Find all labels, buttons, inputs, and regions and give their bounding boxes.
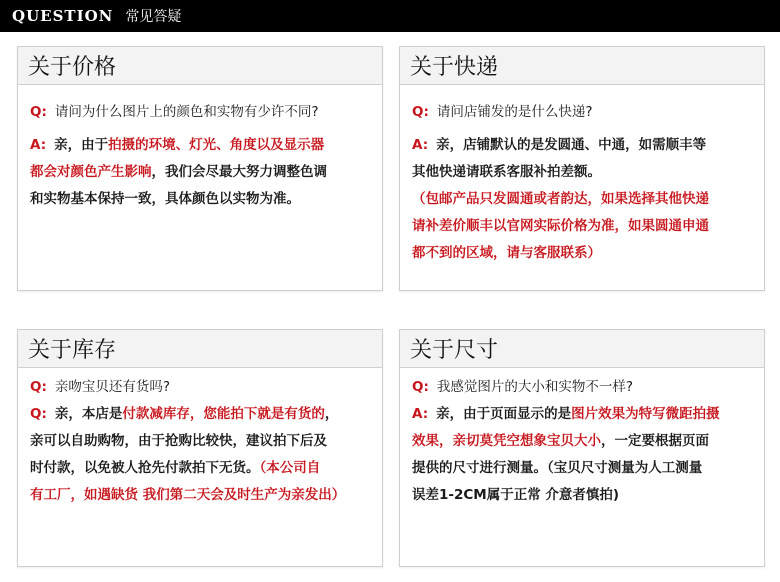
answer-line-2: 亲可以自助购物，由于抢购比较快，建议拍下后及 xyxy=(30,433,327,449)
card-body xyxy=(18,368,382,509)
question-line xyxy=(30,99,372,126)
card-title: 关于库存 xyxy=(28,338,117,363)
answer-line-1: A: 亲，由于页面显示的是图片效果为特写微距拍摄 xyxy=(412,406,720,422)
answer-line-4: 误差1-2CM属于正常 介意者慎拍) xyxy=(412,487,620,503)
card-body xyxy=(400,368,764,509)
answer-line-4: 请补差价顺丰以官网实际价格为准，如果圆通申通 xyxy=(412,218,709,234)
card-header xyxy=(400,47,764,85)
answer-line-1: A: 亲，由于拍摄的环境、灯光、角度以及显示器 xyxy=(30,137,325,153)
header-title-cn: 常见答疑 xyxy=(125,9,182,25)
faq-card-shipping xyxy=(399,46,765,291)
question-text: 我感觉图片的大小和实物不一样? xyxy=(436,379,634,395)
answer-line-2: 效果，亲切莫凭空想象宝贝大小，一定要根据页面 xyxy=(412,433,709,449)
answer-line-3: 和实物基本保持一致，具体颜色以实物为准。 xyxy=(30,191,300,207)
answer-line-3: 时付款，以免被人抢先付款拍下无货。（本公司自 xyxy=(30,460,321,476)
card-body xyxy=(400,85,764,267)
question-text: 亲吻宝贝还有货吗? xyxy=(54,379,171,395)
a-label: A: xyxy=(30,137,47,153)
answer-line-4: 有工厂，如遇缺货 我们第二天会及时生产为亲发出） xyxy=(30,487,346,503)
answer-line-3: 提供的尺寸进行测量。（宝贝尺寸测量为人工测量 xyxy=(412,460,703,476)
answer-line-2: 其他快递请联系客服补拍差额。 xyxy=(412,164,601,180)
card-title: 关于快递 xyxy=(410,55,499,80)
faq-card-price xyxy=(17,46,383,291)
header-title-en: QUESTION xyxy=(12,7,114,25)
answer-line-1: Q: 亲，本店是付款减库存，您能拍下就是有货的， xyxy=(30,406,339,422)
answer-line-3: （包邮产品只发圆通或者韵达，如果选择其他快递 xyxy=(412,191,709,207)
faq-card-stock xyxy=(17,329,383,567)
question-line: Q: 请问店铺发的是什么快递? xyxy=(412,104,593,120)
question-line: Q: 亲吻宝贝还有货吗? xyxy=(30,379,171,395)
q-label: Q: xyxy=(30,104,47,120)
question-text: 请问为什么图片上的颜色和实物有少许不同? xyxy=(54,104,319,120)
card-header xyxy=(18,330,382,368)
question-line: Q: 我感觉图片的大小和实物不一样? xyxy=(412,379,634,395)
card-header xyxy=(400,330,764,368)
answer-line-5: 都不到的区域，请与客服联系） xyxy=(412,245,601,261)
card-title: 关于价格 xyxy=(28,55,117,80)
card-header xyxy=(18,47,382,85)
card-title: 关于尺寸 xyxy=(410,338,499,363)
question-text: 请问店铺发的是什么快递? xyxy=(436,104,593,120)
answer-line-2: 都会对颜色产生影响，我们会尽最大努力调整色调 xyxy=(30,164,327,180)
faq-card-size xyxy=(399,329,765,567)
card-body xyxy=(18,85,382,213)
page-header xyxy=(0,0,780,32)
answer-line-1: A: 亲，店铺默认的是发圆通、中通，如需顺丰等 xyxy=(412,137,707,153)
